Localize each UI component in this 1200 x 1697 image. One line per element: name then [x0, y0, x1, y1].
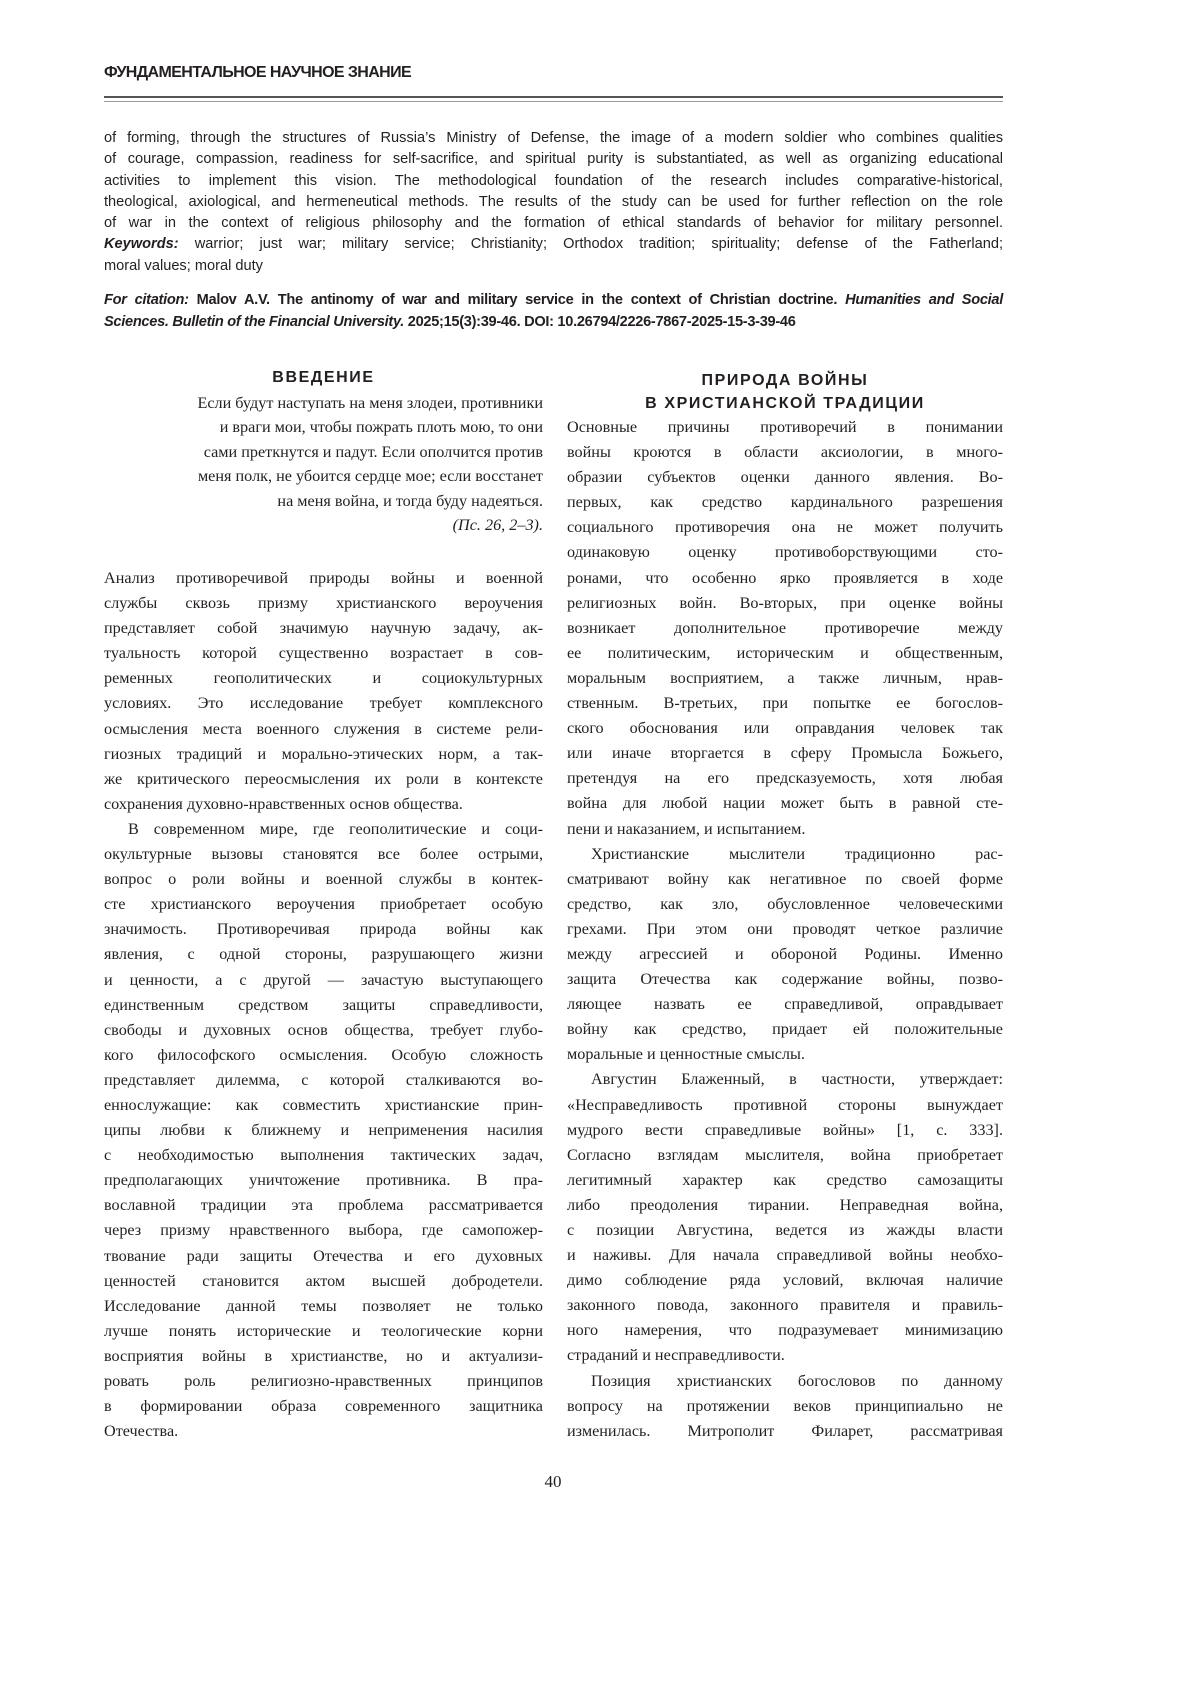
text-line: же критического переосмысления их роли в контексте	[104, 769, 543, 788]
text-line: ронами, что особенно ярко проявляется в ходе	[567, 568, 1003, 587]
text-line: единственным средством защиты справедливости,	[104, 995, 543, 1014]
epigraph-lines	[104, 391, 543, 513]
text-line: явления, с одной стороны, разрушающего жизни	[104, 945, 543, 964]
text-line: условиях. Это исследование требует комплексного	[104, 694, 543, 713]
citation	[104, 289, 1003, 333]
epigraph-line: на меня война, и тогда буду надеяться.	[277, 491, 543, 510]
text-line: ценностей становится актом высшей добродетели.	[104, 1271, 543, 1290]
text-line: представляет собой значимую научную задачу, ак-	[104, 619, 543, 638]
text-line: Основные причины противоречий в понимании	[567, 418, 1003, 436]
citation-line	[104, 289, 1003, 311]
heading-introduction: ВВЕДЕНИЕ	[272, 369, 375, 386]
text-line: ременных геополитических и социокультурных	[104, 669, 543, 688]
text-line: пени и наказанием, и испытанием.	[567, 819, 806, 838]
left-column-body	[104, 566, 543, 1444]
text-line: сте христианского вероучения приобретает особую	[104, 895, 543, 914]
abstract-line: of war in the context of religious philosophy and the formation of ethical standards of behavior for military personnel.	[104, 215, 1003, 232]
heading-line-1: ПРИРОДА ВОЙНЫ	[701, 372, 869, 389]
keywords-label: Keywords:	[104, 236, 179, 253]
text-line: ного намерения, что подразумевает минимизацию	[567, 1321, 1003, 1340]
running-header: ФУНДАМЕНТАЛЬНОЕ НАУЧНОЕ ЗНАНИЕ	[104, 64, 412, 81]
text-line: осмысления места военного служения в системе рели-	[104, 719, 543, 738]
text-line: значимость. Противоречивая природа войны как	[104, 920, 543, 939]
text-line: свободы и духовных основ общества, требует глубо-	[104, 1020, 543, 1039]
paragraph	[567, 1067, 1003, 1368]
right-column-body	[567, 415, 1003, 1444]
text-line: войны кроются в области аксиологии, в много-	[567, 443, 1003, 462]
keywords-line	[104, 234, 1003, 255]
heading-nature-of-war	[567, 369, 1003, 415]
text-line: либо преодоления тирании. Неправедная война,	[567, 1195, 1003, 1214]
text-line: изменилась. Митрополит Филарет, рассматривая	[567, 1421, 1003, 1440]
text-line: Исследование данной темы позволяет не только	[104, 1296, 543, 1315]
text-line: средство, как зло, обусловленное человеческими	[567, 894, 1003, 913]
text-line: или иначе вторгается в сферу Промысла Божьего,	[567, 744, 1003, 763]
citation-line-2	[104, 311, 1003, 333]
text-line: мудрого вести справедливые войны» [1, с. 333].	[567, 1120, 1003, 1139]
text-line: вопросу на протяжении веков принципиально не	[567, 1396, 1003, 1415]
heading-line-2: В ХРИСТИАНСКОЙ ТРАДИЦИИ	[645, 395, 925, 412]
text-line: вославной традиции эта проблема рассматривается	[104, 1196, 543, 1215]
epigraph-line: Если будут наступать на меня злодеи, противники	[197, 394, 543, 412]
epigraph-line: меня полк, не убоится сердце мое; если восстанет	[197, 467, 543, 486]
citation-details: 2025;15(3):39-46. DOI: 10.26794/2226-7867-2025-15-3-39-46	[404, 314, 796, 330]
epigraph	[104, 391, 543, 537]
paragraph	[567, 842, 1003, 1068]
text-line: в формировании образа современного защитника	[104, 1397, 543, 1416]
text-line: лучше понять исторические и теологические корни	[104, 1321, 543, 1340]
text-line: легитимный характер как средство самозащиты	[567, 1170, 1003, 1189]
abstract-line: activities to implement this vision. The methodological foundation of the research includes comparative-historical,	[104, 172, 1003, 189]
text-line: ского обоснования или оправдания человек так	[567, 719, 1003, 738]
text-line: Августин Блаженный, в частности, утверждает:	[591, 1070, 1003, 1089]
text-line: и наживы. Для начала справедливой войны необхо-	[567, 1246, 1003, 1265]
text-line: службы сквозь призму христианского вероучения	[104, 594, 543, 613]
text-line: одинаковую оценку противоборствующими сто-	[567, 543, 1003, 562]
text-line: возникает дополнительное противоречие между	[567, 618, 1003, 637]
text-line: ровать роль религиозно-нравственных принципов	[104, 1372, 543, 1390]
text-line: димо соблюдение ряда условий, включая наличие	[567, 1271, 1003, 1290]
text-line: между агрессией и обороной Родины. Именно	[567, 944, 1003, 963]
text-line: претендуя на его предсказуемость, хотя любая	[567, 769, 1003, 788]
epigraph-line: сами преткнутся и падут. Если ополчится против	[203, 442, 543, 461]
header-divider	[104, 96, 1003, 102]
text-line: Христианские мыслители традиционно рас-	[591, 844, 1003, 863]
citation-label: For citation:	[104, 292, 189, 308]
citation-text: Malov A.V. The antinomy of war and military service in the context of Christian doctrine.	[188, 292, 846, 308]
text-line: через призму нравственного выбора, где самопожер-	[104, 1221, 543, 1240]
text-line: ляющее назвать ее справедливой, оправдывает	[567, 995, 1003, 1014]
text-line: туальность которой существенно возрастает в сов-	[104, 644, 543, 663]
text-line: ципы любви к ближнему и неприменения насилия	[104, 1121, 543, 1140]
text-line: ее политическим, историческим и общественным,	[567, 643, 1003, 662]
abstract-line: of forming, through the structures of Russia’s Ministry of Defense, the image of a modern soldier who combines qualities	[104, 130, 1003, 146]
keywords-text: warrior; just war; military service; Christianity; Orthodox tradition; spirituality; defense of the Fatherland;	[178, 236, 1003, 253]
epigraph-line: и враги мои, чтобы пожрать плоть мою, то они	[219, 418, 543, 437]
text-line: окультурные вызовы становятся все более острыми,	[104, 845, 543, 864]
text-line: «Несправедливость противной стороны вынуждает	[567, 1095, 1003, 1114]
text-line: представляет дилемма, с которой сталкиваются во-	[104, 1070, 543, 1089]
citation-journal: Humanities and Social	[845, 292, 1003, 308]
text-line: сматривают войну как негативное по своей форме	[567, 869, 1003, 888]
text-line: Позиция христианских богословов по данному	[591, 1371, 1003, 1390]
citation-journal-cont: Sciences. Bulletin of the Financial University.	[104, 314, 405, 330]
text-line: восприятия войны в христианстве, но и актуализи-	[104, 1346, 543, 1365]
text-line: Отечества.	[104, 1422, 179, 1441]
abstract	[104, 128, 1003, 277]
text-line: сохранения духовно-нравственных основ общества.	[104, 794, 463, 813]
text-line: с необходимостью выполнения тактических задач,	[104, 1146, 543, 1165]
text-line: страданий и несправедливости.	[567, 1346, 785, 1365]
text-line: гиозных традиций и морально-этических норм, а так-	[104, 744, 543, 763]
text-line: Согласно взглядам мыслителя, война приобретает	[567, 1145, 1003, 1164]
text-line: моральным восприятием, а также личным, нрав-	[567, 668, 1003, 687]
text-line: социального противоречия она не может получить	[567, 518, 1003, 537]
text-line: Анализ противоречивой природы войны и военной	[104, 569, 543, 587]
text-line: грехами. При этом они проводят четкое различие	[567, 919, 1003, 938]
text-line: с позиции Августина, ведется из жажды власти	[567, 1221, 1003, 1239]
text-line: предполагающих уничтожение противника. В пра-	[104, 1171, 543, 1190]
paragraph	[567, 415, 1003, 842]
page-number: 40	[544, 1472, 562, 1491]
paragraph	[104, 817, 543, 1444]
abstract-line: theological, axiological, and hermeneutical methods. The results of the study can be used for further reflection on the role	[104, 193, 1003, 210]
text-line: законного повода, законного правителя и правиль-	[567, 1296, 1003, 1315]
text-line: моральные и ценностные смыслы.	[567, 1045, 805, 1064]
text-line: твование ради защиты Отечества и его духовных	[104, 1246, 543, 1265]
text-line: еннослужащие: как совместить христианские прин-	[104, 1095, 543, 1114]
text-line: В современном мире, где геополитические и соци-	[128, 819, 543, 838]
keywords-line-2: moral values; moral duty	[104, 257, 263, 274]
text-line: образии субъектов оценки данного явления. Во-	[567, 468, 1003, 487]
abstract-line: of courage, compassion, readiness for self-sacrifice, and spiritual purity is substantiated, as well as organizing educational	[104, 151, 1003, 168]
paragraph	[567, 1369, 1003, 1444]
text-line: и ценности, а с другой — зачастую выступающего	[104, 970, 543, 989]
text-line: защита Отечества как содержание войны, позво-	[567, 970, 1003, 989]
abstract-lines	[104, 128, 1003, 234]
paragraph	[104, 566, 543, 817]
epigraph-reference: (Пс. 26, 2–3).	[452, 516, 543, 535]
text-line: вопрос о роли войны и военной службы в контек-	[104, 870, 543, 889]
text-line: ственным. В-третьих, при попытке ее богослов-	[567, 694, 1003, 713]
text-line: война для любой нации может быть в равной сте-	[567, 794, 1003, 813]
heading-introduction-wrap	[104, 366, 543, 389]
text-line: кого философского осмысления. Особую сложность	[104, 1045, 543, 1064]
text-line: религиозных войн. Во-вторых, при оценке войны	[567, 593, 1003, 612]
text-line: войну как средство, придает ей положительные	[567, 1020, 1003, 1039]
text-line: первых, как средство кардинального разрешения	[567, 493, 1003, 512]
